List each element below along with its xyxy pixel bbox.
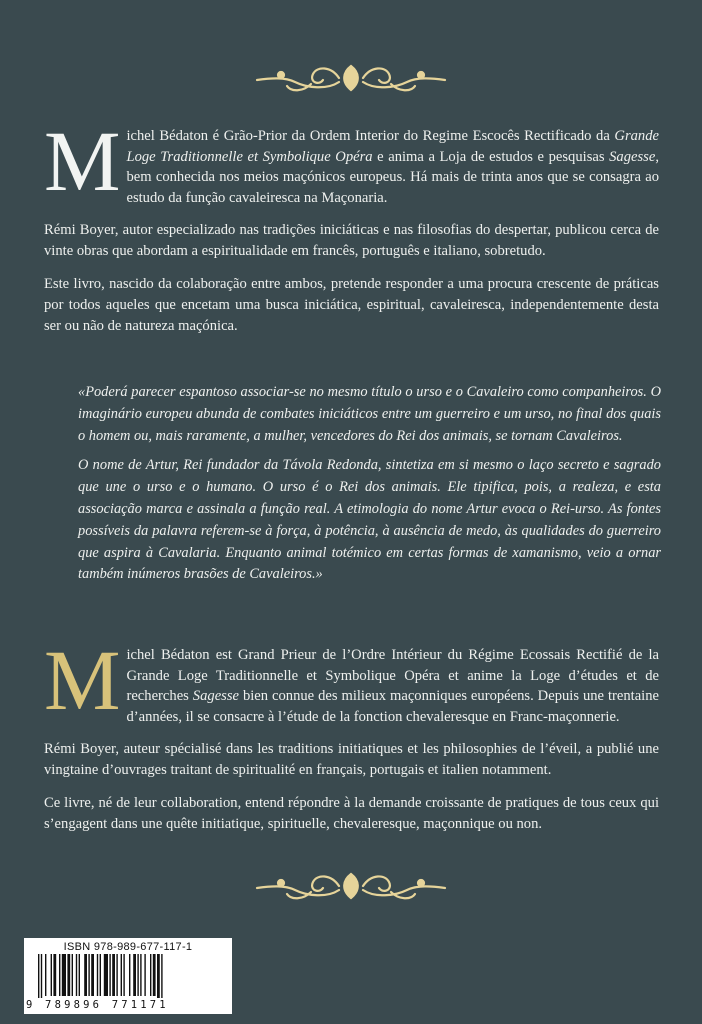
pt-paragraph-1: Michel Bédaton é Grão-Prior da Ordem Interior do Regime Escocês Rectificado da Grande Loge Traditionnelle et Symbolique Opéra e anima a Loja de estudos e pesquisas Sagesse, bem conhecida nos meios maçónicos europeus. Há mais de trinta anos que se consagra ao estudo da função cavaleiresca na Maçonaria. xyxy=(44,113,659,209)
fr-dropcap: M xyxy=(44,632,121,728)
french-text xyxy=(44,632,660,835)
isbn-label: ISBN 978-989-677-117-1 xyxy=(63,941,193,953)
pt-paragraph-2: Rémi Boyer, autor especializado nas tradições iniciáticas e nas filosofias do despertar, publicou cerca de vinte obras que abordam a espiritualidade em francês, português e italiano, sobretudo. xyxy=(44,222,659,259)
ean-digits: 9 789896 771171 xyxy=(26,999,169,1011)
fr-paragraph-2: Rémi Boyer, auteur spécialisé dans les traditions initiatiques et les philosophies de l’éveil, a publié une vingtaine d’ouvrages traitant de spiritualité en français, portugais et italien notamment. xyxy=(44,741,659,778)
barcode-bars xyxy=(38,954,222,998)
fr-paragraph-3: Ce livre, né de leur collaboration, entend répondre à la demande croissante de pratiques de tous ceux qui s’engagent dans une quête initiatique, spirituelle, chevaleresque, maçonnique ou non. xyxy=(44,795,659,832)
isbn-barcode xyxy=(24,938,232,1014)
bottom-ornament xyxy=(0,866,702,906)
fr-paragraph-1: Michel Bédaton est Grand Prieur de l’Ordre Intérieur du Régime Ecossais Rectifié de la Grande Loge Traditionnelle et Symbolique Opéra et anime la Loge d’études et de recherches Sagesse bien connue des milieux maçonniques européens. Depuis une trentaine d’années, il se consacre à l’étude de la fonction chevaleresque en Franc-maçonnerie. xyxy=(44,632,660,728)
quote-paragraph-2: O nome de Artur, Rei fundador da Távola Redonda, sintetiza em si mesmo o laço secreto e sagrado que une o urso e o humano. O urso é o Rei dos animais. Ele tipifica, pois, a realeza, e esta associação marca e assinala a função real. A etimologia do nome Artur evoca o Rei-urso. As fontes possíveis da palavra referem-se à força, à potência, à ausência de medo, às qualidades do guerreiro que aspira à Cavalaria. Enquanto animal totémico em certas formas de xamanismo, veio a ornar também inúmeros brasões de Cavaleiros.» xyxy=(78,457,661,583)
pt-paragraph-3: Este livro, nascido da colaboração entre ambos, pretende responder a uma procura crescente de práticas por todos aqueles que encetam uma busca iniciática, espiritual, cavaleiresca, independentemente desta ser ou não de natureza maçónica. xyxy=(44,276,659,334)
pt-dropcap: M xyxy=(44,113,121,209)
top-ornament xyxy=(0,58,702,98)
portuguese-text xyxy=(44,113,659,337)
quote-paragraph-1: «Poderá parecer espantoso associar-se no mesmo título o urso e o Cavaleiro como companheiros. O imaginário europeu abunda de combates iniciáticos entre um guerreiro e um urso, no final dos quais o homem ou, mais raramente, a mulher, vencedores do Rei dos animais, se tornam Cavaleiros. xyxy=(78,384,661,444)
quote-block xyxy=(78,382,661,586)
